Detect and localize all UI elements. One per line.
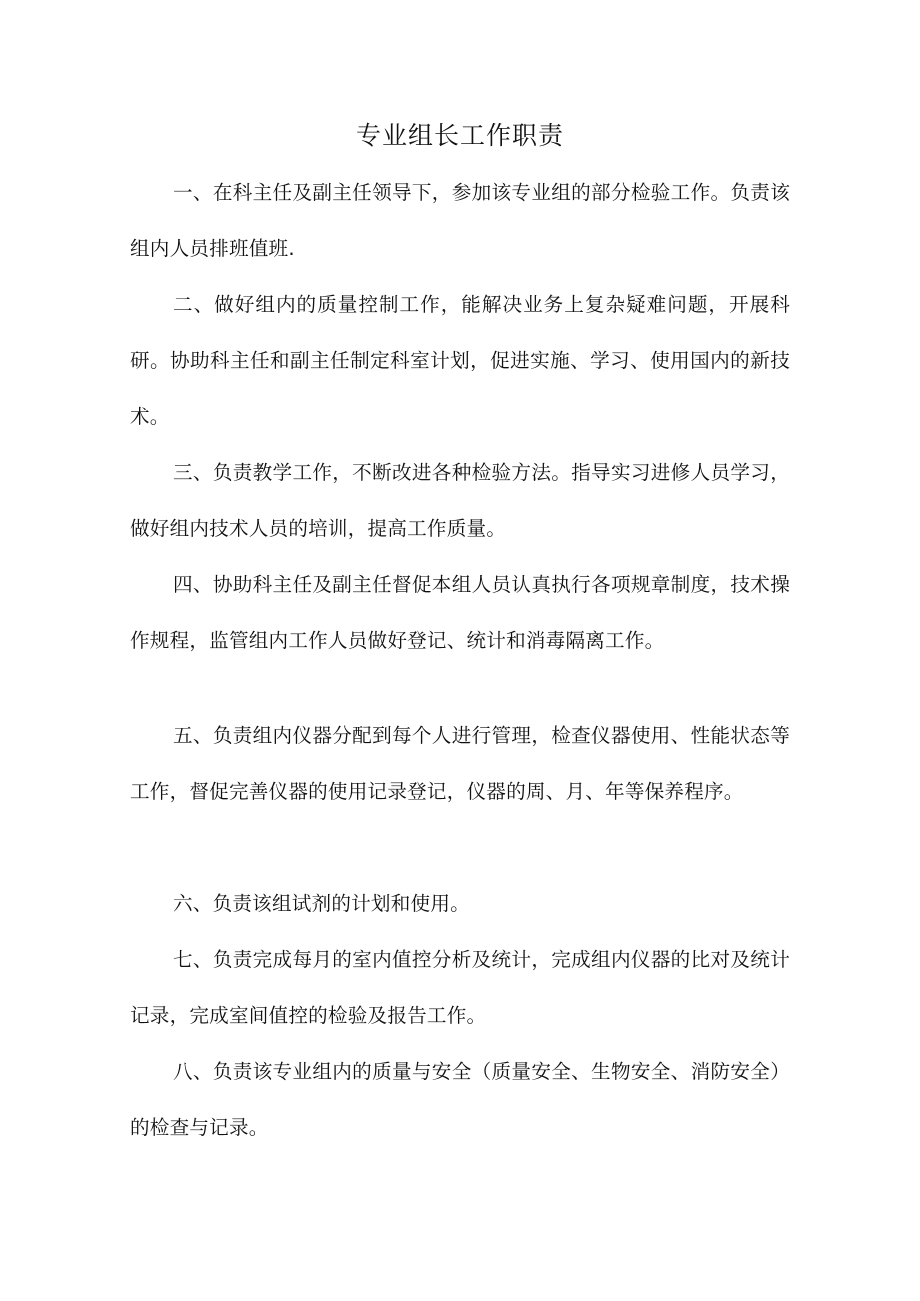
duty-item-2: 二、做好组内的质量控制工作，能解决业务上复杂疑难问题，开展科研。协助科主任和副主任制定科室计划，促进实施、学习、使用国内的新技术。 — [130, 293, 790, 428]
duty-item-7: 七、负责完成每月的室内值控分析及统计，完成组内仪器的比对及统计记录，完成室间值控的检验及报告工作。 — [130, 948, 790, 1027]
duty-item-6: 六、负责该组试剂的计划和使用。 — [173, 892, 470, 915]
duty-item-1: 一、在科主任及副主任领导下，参加该专业组的部分检验工作。负责该组内人员排班值班. — [130, 181, 790, 260]
duty-item-3: 三、负责教学工作，不断改进各种检验方法。指导实习进修人员学习，做好组内技术人员的培训，提高工作质量。 — [130, 461, 790, 540]
duty-item-8: 八、负责该专业组内的质量与安全（质量安全、生物安全、消防安全）的检查与记录。 — [130, 1060, 790, 1139]
duty-item-4: 四、协助科主任及副主任督促本组人员认真执行各项规章制度，技术操作规程，监管组内工作人员做好登记、统计和消毒隔离工作。 — [130, 573, 790, 652]
document-title: 专业组长工作职责 — [355, 121, 564, 150]
duty-item-5: 五、负责组内仪器分配到每个人进行管理，检查仪器使用、性能状态等工作，督促完善仪器的使用记录登记，仪器的周、月、年等保养程序。 — [130, 724, 790, 803]
